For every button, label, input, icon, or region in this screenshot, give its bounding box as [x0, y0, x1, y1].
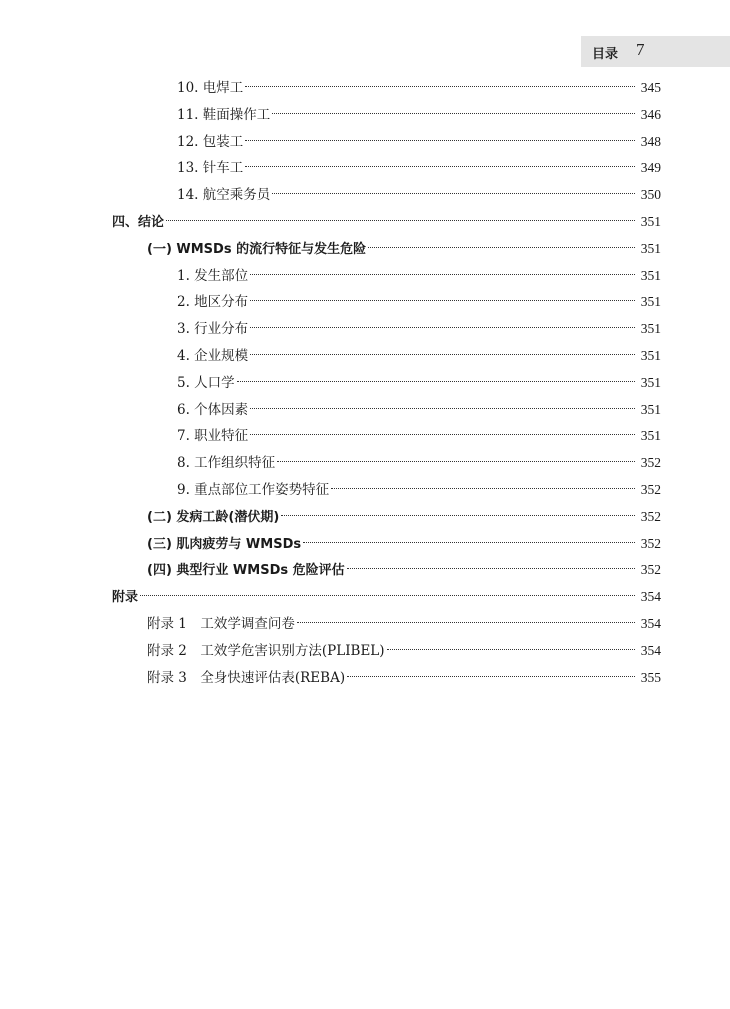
toc-entry-page-number: 352	[640, 482, 661, 497]
dot-leader	[272, 193, 635, 194]
toc-entry-title: 附录	[112, 590, 139, 605]
toc-entry-page-number: 345	[640, 80, 661, 95]
dot-leader	[250, 274, 635, 275]
toc-entry[interactable]	[147, 531, 661, 557]
toc-entry-title: 6. 个体因素	[177, 402, 249, 418]
toc-entry-title: 附录 1 工效学调查问卷	[147, 616, 295, 632]
dot-leader	[245, 86, 635, 87]
toc-entry[interactable]	[177, 289, 661, 315]
toc-entry[interactable]	[177, 370, 661, 396]
toc-entry[interactable]	[147, 504, 661, 530]
toc-entry-page-number: 351	[640, 428, 661, 443]
toc-entry-title: 四、结论	[112, 215, 165, 230]
dot-leader	[387, 649, 635, 650]
toc-entry[interactable]	[177, 423, 661, 449]
toc-entry-title: 1. 发生部位	[177, 268, 249, 284]
toc-entry-page-number: 352	[640, 562, 661, 577]
dot-leader	[166, 220, 635, 221]
dot-leader	[250, 354, 635, 355]
dot-leader	[237, 381, 635, 382]
toc-entry-page-number: 352	[640, 509, 661, 524]
toc-entry-title: 8. 工作组织特征	[177, 455, 276, 471]
toc-entry-title: 10. 电焊工	[177, 80, 244, 96]
toc-entry-page-number: 354	[640, 643, 661, 658]
toc-entry-page-number: 351	[640, 268, 661, 283]
toc-entry-page-number: 354	[640, 616, 661, 631]
toc-entry-page-number: 352	[640, 455, 661, 470]
toc-entry[interactable]	[177, 343, 661, 369]
toc-entry[interactable]	[177, 450, 661, 476]
toc-entry-page-number: 351	[640, 321, 661, 336]
toc-entry-page-number: 349	[640, 160, 661, 175]
toc-entry-page-number: 351	[640, 294, 661, 309]
toc-entry-page-number: 351	[640, 375, 661, 390]
toc-entry-title: 3. 行业分布	[177, 321, 249, 337]
toc-entry-page-number: 351	[640, 214, 661, 229]
toc-entry[interactable]	[177, 155, 661, 181]
toc-entry[interactable]	[177, 75, 661, 101]
dot-leader	[277, 461, 635, 462]
dot-leader	[368, 247, 635, 248]
dot-leader	[245, 140, 635, 141]
toc-entry-title: (三) 肌肉疲劳与 WMSDs	[147, 537, 302, 552]
toc-entry[interactable]	[177, 129, 661, 155]
dot-leader	[272, 113, 635, 114]
toc-entry-title: 9. 重点部位工作姿势特征	[177, 482, 330, 498]
toc-entry-page-number: 352	[640, 536, 661, 551]
header-page-number: 7	[636, 40, 645, 59]
toc-entry-page-number: 346	[640, 107, 661, 122]
toc-entry-title: 附录 2 工效学危害识别方法(PLIBEL)	[147, 643, 385, 659]
toc-entry[interactable]	[177, 477, 661, 503]
dot-leader	[297, 622, 635, 623]
dot-leader	[281, 515, 635, 516]
header-section-title: 目录	[592, 47, 619, 62]
toc-entry-page-number: 350	[640, 187, 661, 202]
dot-leader	[250, 434, 635, 435]
toc-entry-page-number: 351	[640, 348, 661, 363]
toc-entry[interactable]	[177, 397, 661, 423]
dot-leader	[347, 568, 635, 569]
toc-entry-title: 4. 企业规模	[177, 348, 249, 364]
toc-entry[interactable]	[147, 611, 661, 637]
toc-entry[interactable]	[147, 236, 661, 262]
toc-entry-title: (四) 典型行业 WMSDs 危险评估	[147, 563, 345, 578]
toc-entry-title: 13. 针车工	[177, 160, 244, 176]
toc-entry-title: 2. 地区分布	[177, 294, 249, 310]
toc-entry-title: 7. 职业特征	[177, 428, 249, 444]
dot-leader	[331, 488, 635, 489]
dot-leader	[347, 676, 635, 677]
toc-entry-page-number: 355	[640, 670, 661, 685]
toc-entry-title: (一) WMSDs 的流行特征与发生危险	[147, 242, 367, 257]
toc-entry[interactable]	[177, 102, 661, 128]
toc-entry[interactable]	[177, 263, 661, 289]
dot-leader	[303, 542, 635, 543]
dot-leader	[140, 595, 635, 596]
toc-entry[interactable]	[112, 584, 661, 610]
toc-entry[interactable]	[147, 638, 661, 664]
toc-entry-title: 14. 航空乘务员	[177, 187, 271, 203]
dot-leader	[245, 166, 635, 167]
toc-entry-page-number: 351	[640, 241, 661, 256]
toc-entry-title: 11. 鞋面操作工	[177, 107, 271, 123]
dot-leader	[250, 300, 635, 301]
toc-entry-title: 附录 3 全身快速评估表(REBA)	[147, 670, 346, 686]
toc-entry-title: 5. 人口学	[177, 375, 235, 391]
dot-leader	[250, 327, 635, 328]
toc-entry[interactable]	[112, 209, 661, 235]
running-header	[581, 36, 730, 67]
toc-entry-page-number: 354	[640, 589, 661, 604]
toc-entry[interactable]	[147, 665, 661, 691]
toc-entry[interactable]	[147, 557, 661, 583]
toc-entry-title: 12. 包装工	[177, 134, 244, 150]
toc-entry[interactable]	[177, 182, 661, 208]
toc-entry-title: (二) 发病工龄(潜伏期)	[147, 510, 280, 525]
dot-leader	[250, 408, 635, 409]
toc-entry[interactable]	[177, 316, 661, 342]
toc-entry-page-number: 348	[640, 134, 661, 149]
toc-entry-page-number: 351	[640, 402, 661, 417]
